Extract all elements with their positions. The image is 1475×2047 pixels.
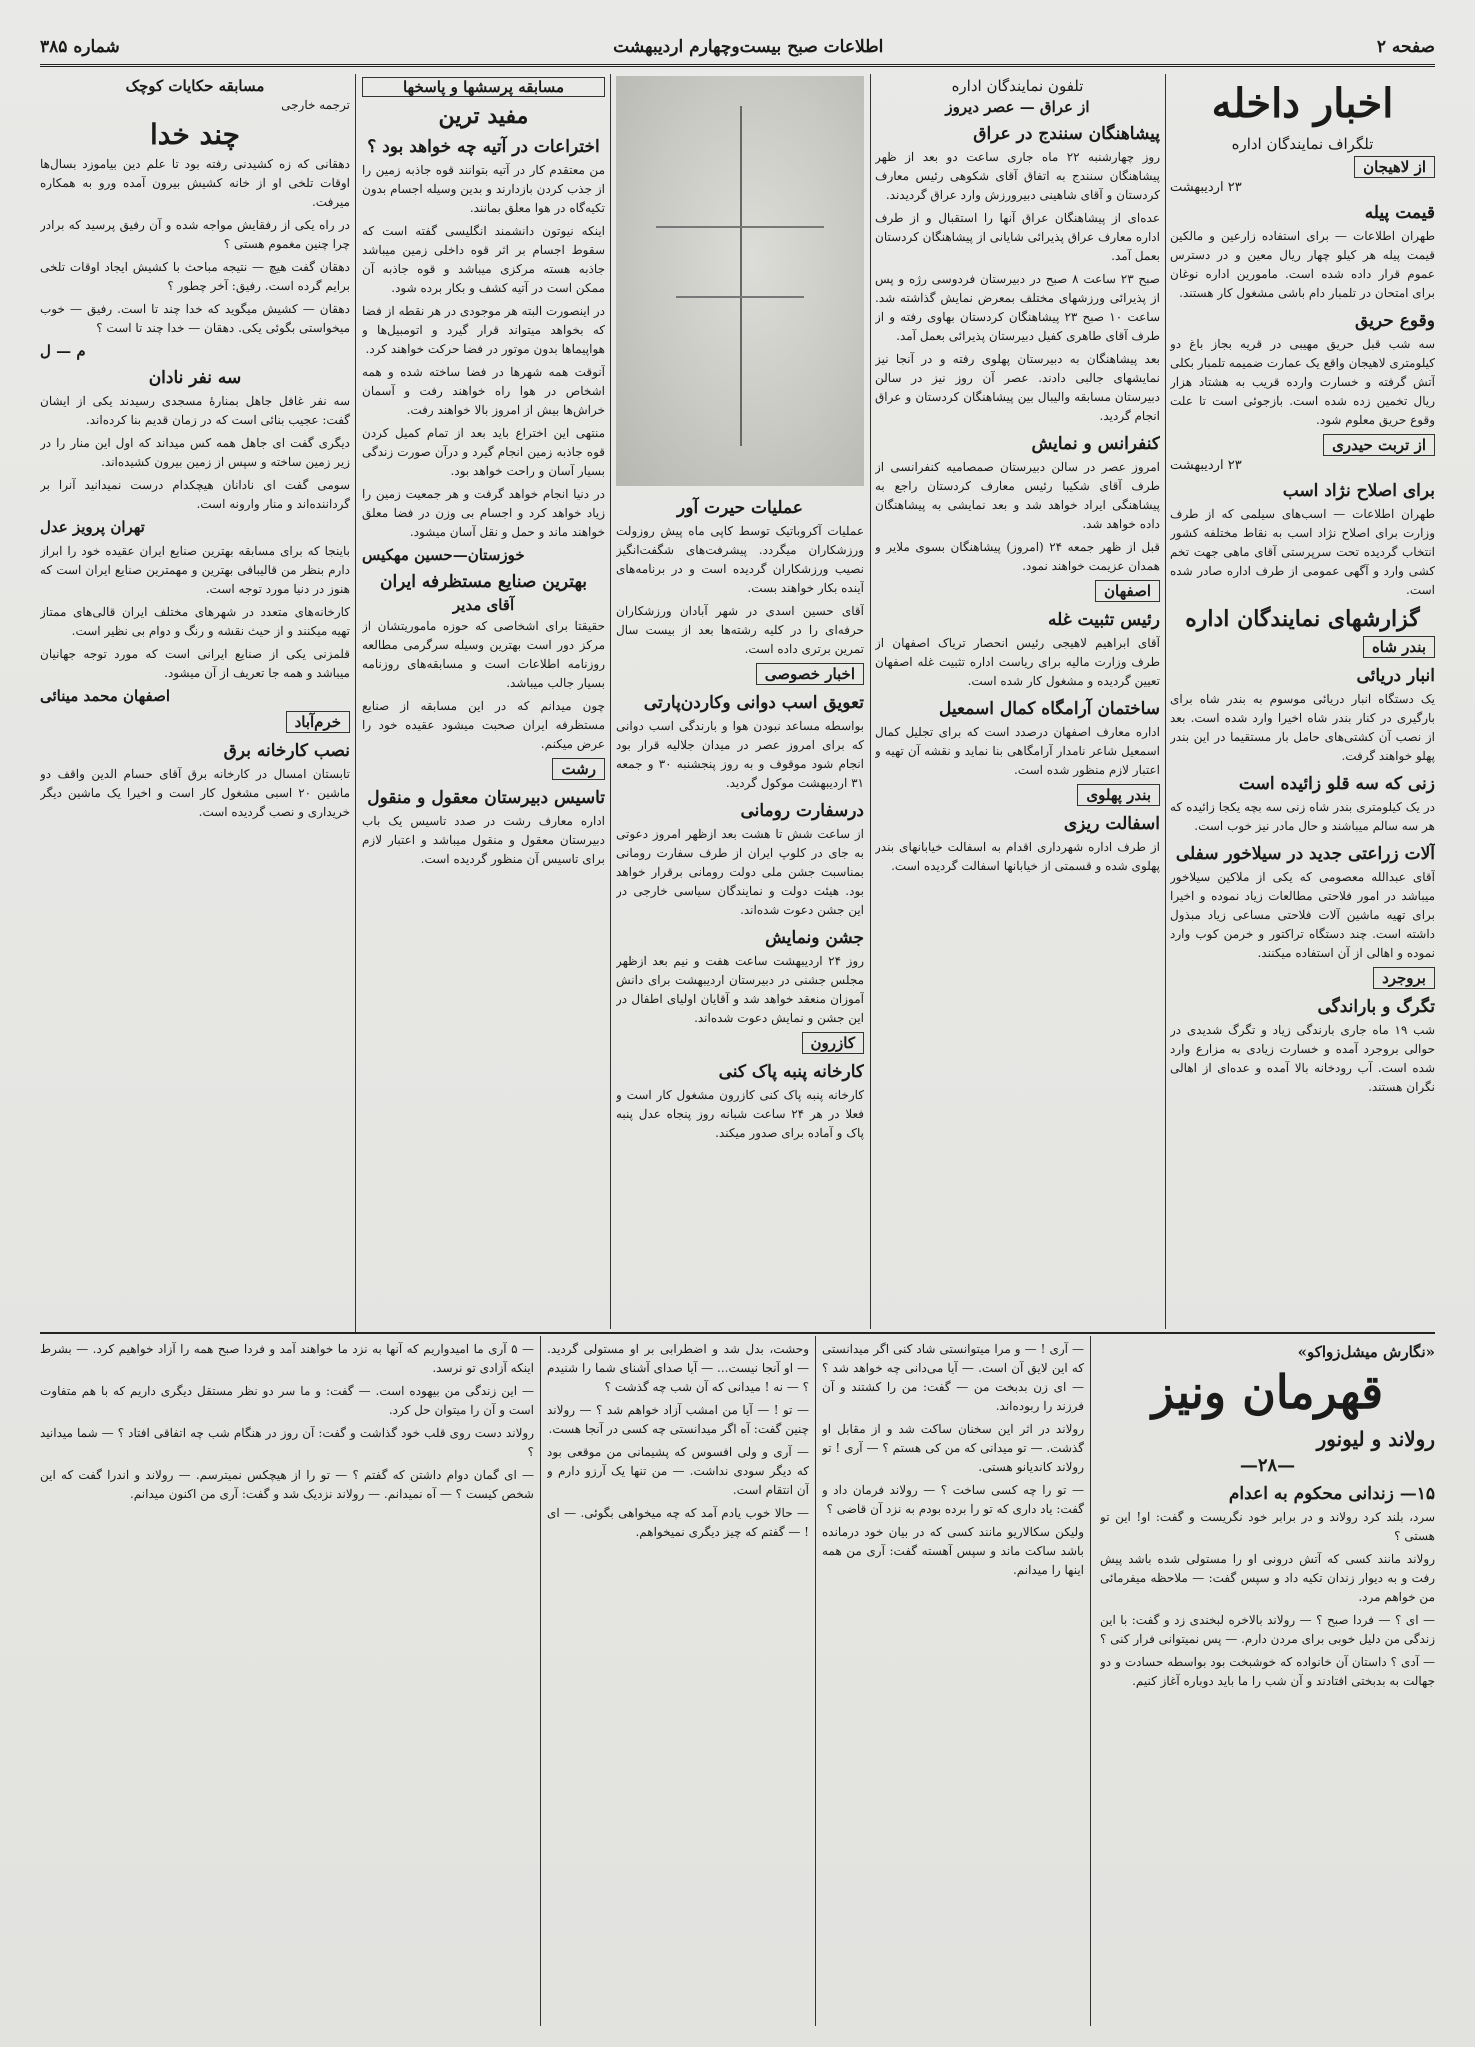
serial-column — [547, 1340, 809, 2030]
story-title: انبار دریائی — [1356, 666, 1435, 686]
story-text: باینجا که برای مسابقه بهترین صنایع ایران عقیده خود را ابراز دارم بنظر من قالیبافی بهترین و مهمترین صنایع ایران است که هنوز در دنیا مورد توجه است. — [40, 544, 350, 596]
special-news-column — [616, 490, 864, 1330]
regional-news-column — [875, 74, 1160, 1329]
sub-title: از عراق — عصر دیروز — [945, 98, 1090, 116]
city-heading: بندر پهلوی — [1077, 784, 1160, 806]
story-text: در دنیا انجام خواهد گرفت و هر جمعیت زمین را زیاد خواهد کرد و اجسام بی وزن در فضا معلق خواهند ماند و حمل و نقل آسان میشود. — [362, 487, 605, 539]
column-rule — [870, 74, 871, 1329]
story-text: رولاند در اثر این سخنان ساکت شد و از مقابل او گذشت. — تو میدانی که من کی هستم ؟ — آری ! تو رولاند کاندیانو هستی. — [822, 1422, 1084, 1474]
story-title: زنی که سه قلو زائیده است — [1238, 774, 1435, 794]
serial-column — [40, 1340, 534, 2030]
story-text: شب ۱۹ ماه جاری بارندگی زیاد و تگرگ شدیدی در حوالی بروجرد آمده و خسارت زیادی به مزارع وارد شده است. آب رودخانه بالا آمده و عده‌ای از اهالی نگران هستند. — [1170, 1023, 1435, 1094]
city-heading: بروجرد — [1373, 967, 1435, 989]
story-text: — ای ؟ — فردا صبح ؟ — رولاند بالاخره لبخندی زد و گفت: با این زندگی من دلیل خوبی برای مردن دارم. — پس نمیتوانی فرار کنی ؟ — [1100, 1613, 1435, 1646]
serial-column — [1100, 1340, 1435, 2030]
serial-title: قهرمان ونیز — [1151, 1365, 1384, 1419]
story-text: اداره معارف رشت در صدد تاسیس یک باب دبیرستان معقول و منقول میباشد و اعتبار لازم برای تاسیس آن منظور گردیده است. — [362, 814, 605, 866]
story-text: من معتقدم کار در آتیه بتوانند قوه جاذبه زمین را از جذب کردن بازدارند و بدین وسیله اجسام بدون تکیه‌گاه در هوا معلق بمانند. — [362, 163, 605, 215]
story-text: صبح ۲۳ ساعت ۸ صبح در دبیرستان فردوسی رژه و پس از پذیرائی ورزشهای مختلف بمعرض نمایش گذاشته شد. ساعت ۱۰ صبح ۲۳ پیشاهنگان کردستان بهاوی رفته و از طرف آقای طاهری کفیل دبیرستان پذیرائی بعمل آمد. — [875, 272, 1160, 343]
story-text: رولاند مانند کسی که آتش درونی او را مستولی شده باشد پیش رفت و به دیوار زندان تکیه داد و سپس گفت: — ملاحظه میفرمائی من خواهم مرد. — [1100, 1552, 1435, 1604]
story-text: حقیقتا برای اشخاصی که حوزه ماموریتشان از مرکز دور است بهترین وسیله سرگرمی مطالعه روزنامه اطلاعات است و مسابقه‌های روزنامه بسیار جالب میباشد. — [362, 619, 605, 690]
story-title: کارخانه پنبه پاک کنی — [718, 1062, 864, 1082]
story-text: — ۵ آری ما امیدواریم که آنها به نزد ما خواهند آمد و فردا صبح همه را آزاد خواهیم کرد. — بشرط اینکه آزادی تو نرسد. — [40, 1342, 534, 1375]
story-text: قلمزنی یکی از صنایع ایرانی است که مورد توجه جهانیان میباشد و همه جا تعریف از آن میشود. — [40, 647, 350, 680]
sub-title: ترجمه خارجی — [281, 98, 350, 112]
city-heading: بندر شاه — [1363, 636, 1435, 658]
qa-column — [362, 74, 605, 1329]
city-heading: رشت — [552, 758, 605, 780]
story-text: تابستان امسال در کارخانه برق آقای حسام الدین واقف دو ماشین ۲۰ اسبی مشغول کار است و اخیرا یک ماشین دیگر خریداری و نصب گردیده است. — [40, 767, 350, 819]
city-heading: کازرون — [802, 1032, 864, 1054]
news-photo — [616, 76, 864, 486]
story-text: اینکه نیوتون دانشمند انگلیسی گفته است که سقوط اجسام بر اثر قوه داخلی زمین میباشد جاذبه هسته مرکزی میباشد و قوه جاذبه آن ممکن است در آتیه کشف و بکار برده شود. — [362, 224, 605, 295]
section-title: اخبار داخله — [1211, 80, 1394, 127]
story-text: از ساعت شش تا هشت بعد ازظهر امروز دعوتی به جای در کلوپ ایران از طرف سفارت رومانی بمناسبت جشن ملی دولت رومانی برقرار خواهد بود. هیئت دولت و نمایندگان سیاسی خارجی در این جشن دعوت شده‌اند. — [616, 827, 864, 917]
story-title: وقوع حریق — [1355, 311, 1435, 331]
story-text: سومی گفت ای نادانان هیچکدام درست نمیدانید آنرا بر گرداننده‌اند و منار وارونه است. — [40, 478, 350, 511]
story-title: تگرگ و باراندگی — [1317, 997, 1435, 1017]
story-question: اختراعات در آتیه چه خواهد بود ؟ — [367, 137, 600, 157]
story-title: چند خدا — [150, 118, 240, 151]
story-text: بواسطه مساعد نبودن هوا و بارندگی اسب دوانی که برای امروز عصر در میدان جلالیه قرار بود انجام شود موقوف و به روز پنجشنبه ۳۰ و جمعه ۳۱ اردیبهشت موکول گردید. — [616, 719, 864, 790]
story-title: برای اصلاح نژاد اسب — [1282, 481, 1435, 501]
story-text: دهقان — کشیش میگوید که خدا چند تا است. رفیق — خوب میخواستی بگوئی یکی. دهقان — خدا چند تا است ؟ — [40, 302, 350, 335]
story-title: تعویق اسب دوانی وکاردن‌پارتی — [643, 693, 864, 713]
story-text: — آری ! — و مرا میتوانستی شاد کنی اگر میدانستی که این لایق آن است. — آیا می‌دانی چه خواهد شد ؟ — ای زن بدبخت من — گفت: من را کشتند و آن فرزند را ربوده‌اند. — [822, 1342, 1084, 1413]
signature: خوزستان—حسین مهکیس — [362, 546, 525, 564]
serial-part: —۲۸— — [1239, 1455, 1296, 1476]
story-text: منتهی این اختراع باید بعد از تمام کمیل کردن قوه جاذبه زمین انجام گیرد و درآن صورت زندگی بسیار آسان و راحت خواهد بود. — [362, 426, 605, 478]
story-text: عده‌ای از پیشاهنگان عراق آنها را استقبال و از طرف اداره معارف عراق پذیرائی شایانی از پیشاهنگان کردستان بعمل آمد. — [875, 211, 1160, 263]
story-text: سه شب قبل حریق مهیبی در قریه بجاز باغ دو کیلومتری لاهیجان واقع یک عمارت ضمیمه تلمبار بکلی آتش گرفته و خسارت وارده قریب به هشتاد هزار ریال تخمین زده شده است. بازجوئی است تا علت وقوع حریق معلوم شود. — [1170, 337, 1435, 427]
story-text: در یک کیلومتری بندر شاه زنی سه بچه یکجا زائیده که هر سه سالم میباشند و حال مادر نیز خوب است. — [1170, 800, 1435, 833]
story-text: — ای گمان دوام داشتن که گفتم ؟ — تو را از هیچکس نمیترسم. — رولاند و اندرا گفت که این شخص کیست ؟ — آه نمیدانم. — رولاند نزدیک شد و گفت: آری من اکنون میدانم. — [40, 1468, 534, 1501]
story-text: آقای عبدالله معصومی که یکی از ملاکین سیلاخور میباشد در امور فلاحتی مطالعات زیاد نموده و اخیرا برای تهیه ماشین آلات فلاحتی مساعی زیاد مبذول داشته است. چند دستگاه تراکتور و خرمن کوب وارد نموده و اهالی از آن استفاده میکنند. — [1170, 870, 1435, 960]
story-text: در اینصورت البته هر موجودی در هر نقطه از فضا که بخواهد میتواند قرار گیرد و اتومبیل‌ها و هواپیماها بدون موتور در فضا حرکت خواهند کرد. — [362, 304, 605, 356]
column-rule — [610, 74, 611, 1329]
story-text: طهران اطلاعات — برای استفاده زارعین و مالکین قیمت پیله هر کیلو چهار ریال معین و در دسترس عموم قرار داده شده است. مامورین اداره نوغان برای امتحان در تلمبار دام باشی مشغول کار هستند. — [1170, 229, 1435, 300]
sub-title: تلگراف نمایندگان اداره — [1231, 135, 1374, 153]
story-title: تاسیس دبیرستان معقول و منقول — [367, 788, 605, 808]
story-title: بهترین صنایع مستظرفه ایران — [379, 572, 588, 592]
city-heading: از تربت حیدری — [1323, 434, 1435, 456]
serial-byline: «نگارش میشل‌زواکو» — [1297, 1343, 1435, 1361]
story-text: در راه یکی از رفقایش مواجه شده و آن رفیق پرسید که برادر چرا چنین مغموم هستی ؟ — [40, 218, 350, 251]
dateline: ۲۳ اردیبهشت — [1170, 458, 1242, 473]
section-rule — [40, 1332, 1435, 1334]
column-rule — [355, 74, 356, 1244]
story-text: چون میدانم که در این مسابقه از صنایع مستظرفه ایران صحبت میشود عقیده خود را عرض میکنم. — [362, 699, 605, 751]
story-text: کارخانه‌های متعدد در شهرهای مختلف ایران قالی‌های ممتاز تهیه میکنند و از حیث نقشه و رنگ و دوام بی نظیر است. — [40, 605, 350, 638]
story-text: امروز عصر در سالن دبیرستان صمصامیه کنفرانسی از طرف آقای شکیبا رئیس معارف کردستان راجع به پیشاهنگی ایراد خواهد شد و بعد نمایشی به پیشاهنگان داده خواهد شد. — [875, 460, 1160, 531]
story-text: روز چهارشنبه ۲۲ ماه جاری ساعت دو بعد از ظهر پیشاهنگان سنندج به اتفاق آقای شکوهی رئیس معارف کردستان و آقای شاهینی دبیرورزش وارد عراق گردیدند. — [875, 150, 1160, 202]
story-text: دهقانی که زه کشیدنی رفته بود تا علم دین بیاموزد بسال‌ها اوقات تلخی او از خانه کشیش بیرون آمده ورو به همکاره میرفت. — [40, 157, 350, 209]
story-text: — تو ! — آیا من امشب آزاد خواهم شد ؟ — رولاند چنین گفت: آه اگر میدانستی چه کسی در آنجا هست. — [547, 1403, 809, 1436]
story-text: ولیکن سکالاریو مانند کسی که در بیان خود درمانده باشد ساکت ماند و سپس آهسته گفت: آری من همه اینها را میدانم. — [822, 1525, 1084, 1577]
story-title: درسفارت رومانی — [740, 801, 864, 821]
story-text: وحشت، بدل شد و اضطرابی بر او مستولی گردید. — او آنجا نیست... — آیا صدای آشنای شما را شنیدم ؟ — نه ! میدانی که آن شب چه گذشت ؟ — [547, 1342, 809, 1394]
story-title: جشن ونمایش — [765, 928, 864, 948]
column-rule — [355, 1170, 356, 1332]
story-text: سه نفر غافل جاهل بمنارهٔ مسجدی رسیدند یکی از ایشان گفت: عجیب بنائی است که در زمان قدیم بنا کرده‌اند. — [40, 394, 350, 427]
signature: تهران پرویز عدل — [40, 518, 145, 536]
signature: م — ل — [40, 342, 86, 360]
story-title: مفید ترین — [438, 103, 529, 129]
story-text: روز ۲۴ اردیبهشت ساعت هفت و نیم بعد ازظهر مجلس جشنی در دبیرستان اردیبهشت برای دانش آموزان منعقد خواهد شد و آقایان اولیای اطفال در این جشن و نمایش دعوت شده‌اند. — [616, 954, 864, 1025]
story-text: سرد، بلند کرد رولاند و در برابر خود نگریست و گفت: او! این تو هستی ؟ — [1100, 1510, 1435, 1543]
issue-number: شماره ۳۸۵ — [40, 37, 120, 57]
story-text: طهران اطلاعات — اسب‌های سیلمی که از طرف وزارت برای اصلاح نژاد اسب به نقاط مختلفه کشور انتخاب گردیده تحت سرپرستی آقای ماهی جهت تخم کشی وارد و آگهی عمومی از طرف اداره صادر شده است. — [1170, 507, 1435, 597]
story-title: سه نفر نادان — [148, 368, 242, 388]
story-text: بعد پیشاهنگان به دبیرستان پهلوی رفته و در آنجا نیز نمایشهای جالبی دادند. عصر آن روز نیز در سالن دبیرستان مسابقه والیبال بین پیشاهنگان کردستان و عراق انجام گردید. — [875, 352, 1160, 423]
story-text: عملیات آکروباتیک توسط کاپی ماه پیش روزولت ورزشکاران میگردد. پیشرفت‌های شگفت‌انگیز نصیب ورزشکاران گردیده است و در برنامه‌های آینده بکار خواهند بست. — [616, 524, 864, 595]
dateline: ۲۳ اردیبهشت — [1170, 180, 1242, 195]
column-rule — [540, 1336, 541, 2026]
story-text: آنوقت همه شهرها در فضا ساخته شده و همه اشخاص در هوا راه خواهند رفت و آسمان خراش‌ها بیش از امروز بالا خواهند رفت. — [362, 365, 605, 417]
salutation: آقای مدیر — [452, 596, 515, 614]
city-heading: اصفهان — [1095, 580, 1160, 602]
story-title: رئیس تثبیت غله — [1047, 610, 1160, 630]
story-text: — تو را چه کسی ساخت ؟ — رولاند فرمان داد و گفت: یاد داری که تو را برده بودم به نزد آن قاضی ؟ — [822, 1483, 1084, 1516]
story-title: اسفالت ریزی — [1063, 814, 1160, 834]
story-text: — حالا خوب یادم آمد که چه میخواهی بگوئی. — ای ! — گفتم که چیز دیگری نمیخواهم. — [547, 1506, 809, 1539]
serial-subtitle: رولاند و لیونور — [1316, 1427, 1435, 1451]
story-text: — آری و ولی افسوس که پشیمانی من موقعی بود که دیگر سودی نداشت. — من تنها یک آرزو دارم و آن انتقام است. — [547, 1445, 809, 1497]
story-title: کنفرانس و نمایش — [1031, 434, 1160, 454]
story-text: آقای ابراهیم لاهیجی رئیس انحصار تریاک اصفهان از طرف وزارت مالیه برای ریاست اداره تثبیت غله اصفهان تعیین گردیده و مشغول کار شده است. — [875, 636, 1160, 688]
story-title: آلات زراعتی جدید در سیلاخور سفلی — [1175, 844, 1435, 864]
story-text: یک دستگاه انبار دریائی موسوم به بندر شاه برای بارگیری در کنار بندر شاه اخیرا وارد شده است. بعد از نصب آن کشتی‌های حامل بار مستقیما در این بندر پهلو خواهند گرفت. — [1170, 692, 1435, 763]
story-text: رولاند دست روی قلب خود گذاشت و گفت: آن روز در هنگام شب چه اتفاقی افتاد ؟ — شما میدانید ؟ — [40, 1426, 534, 1459]
story-title: قیمت پیله — [1364, 203, 1435, 223]
serial-column — [822, 1340, 1084, 2030]
story-title: پیشاهنگان سنندج در عراق — [973, 124, 1160, 144]
sub-title: تلفون نمایندگان اداره — [951, 77, 1084, 95]
photo-figure — [676, 296, 804, 298]
serial-chapter: ۱۵— زندانی محکوم به اعدام — [1228, 1484, 1435, 1504]
column-rule — [815, 1336, 816, 2026]
photo-figure — [740, 106, 742, 446]
masthead — [40, 30, 1435, 67]
signature: اصفهان محمد مینائی — [40, 687, 171, 705]
section-heading: مسابقه پرسشها و پاسخها — [362, 77, 605, 97]
story-text: — این زندگی من بیهوده است. — گفت: و ما سر دو نظر مستقل دیگری داریم که با هم متفاوت است و آن را میتوان حل کرد. — [40, 1384, 534, 1417]
story-title: ساختمان آرامگاه کمال اسمعیل — [939, 699, 1160, 719]
story-text: دهقان گفت هیچ — نتیجه مباحث با کشیش ایجاد اوقات تلخی برایم گرده است. رفیق: آخر چطور ؟ — [40, 260, 350, 293]
story-title: نصب کارخانه برق — [223, 741, 350, 761]
stories-column — [40, 74, 350, 1329]
story-text: — آدی ؟ داستان آن خانواده که خوشبخت بود بواسطه حسادت و دو جهالت به بدبختی افتادند و آن شب را ما باید دوباره آغاز کنیم. — [1100, 1655, 1435, 1688]
paper-dateline: اطلاعات صبح بیست‌وچهارم اردیبهشت — [613, 37, 884, 57]
story-text: اداره معارف اصفهان درصدد است که برای تجلیل کمال اسمعیل شاعر نامدار آرامگاهی بنا نماید و نقشه آن تهیه و اعتبار لازم منظور شده است. — [875, 725, 1160, 777]
city-heading: از لاهیجان — [1354, 156, 1435, 178]
story-text: قبل از ظهر جمعه ۲۴ (امروز) پیشاهنگان بسوی ملایر و همدان عزیمت خواهند نمود. — [875, 540, 1160, 573]
section-subtitle: گزارشهای نمایندگان اداره — [1185, 606, 1420, 632]
photo-figure — [656, 226, 824, 228]
city-heading: خرم‌آباد — [286, 711, 350, 733]
story-text: کارخانه پنبه پاک کنی کازرون مشغول کار است و فعلا در هر ۲۴ ساعت شبانه روز پنجاه عدل پنبه پاک و آماده برای صدور میکند. — [616, 1088, 864, 1140]
story-text: از طرف اداره شهرداری اقدام به اسفالت خیابانهای بندر پهلوی شده و قسمتی از خیابانها اسفالت گردیده است. — [875, 840, 1160, 873]
column-rule — [1090, 1336, 1091, 2026]
photo-caption: عملیات حیرت آور — [677, 498, 803, 518]
story-text: دیگری گفت ای جاهل همه کس میداند که اول این منار را در زیر زمین ساخته و سپس از زمین بیرون کشیده‌اند. — [40, 436, 350, 469]
domestic-news-column — [1170, 74, 1435, 1329]
section-heading: اخبار خصوصی — [756, 663, 864, 685]
page-number: صفحه ۲ — [1376, 37, 1435, 57]
story-text: آقای حسین اسدی در شهر آبادان ورزشکاران حرفه‌ای را در کلیه رشته‌ها بعد از بیست سال تمرین برتری داده است. — [616, 604, 864, 656]
column-rule — [1165, 74, 1166, 1329]
section-heading: مسابقه حکایات کوچک — [125, 77, 265, 95]
